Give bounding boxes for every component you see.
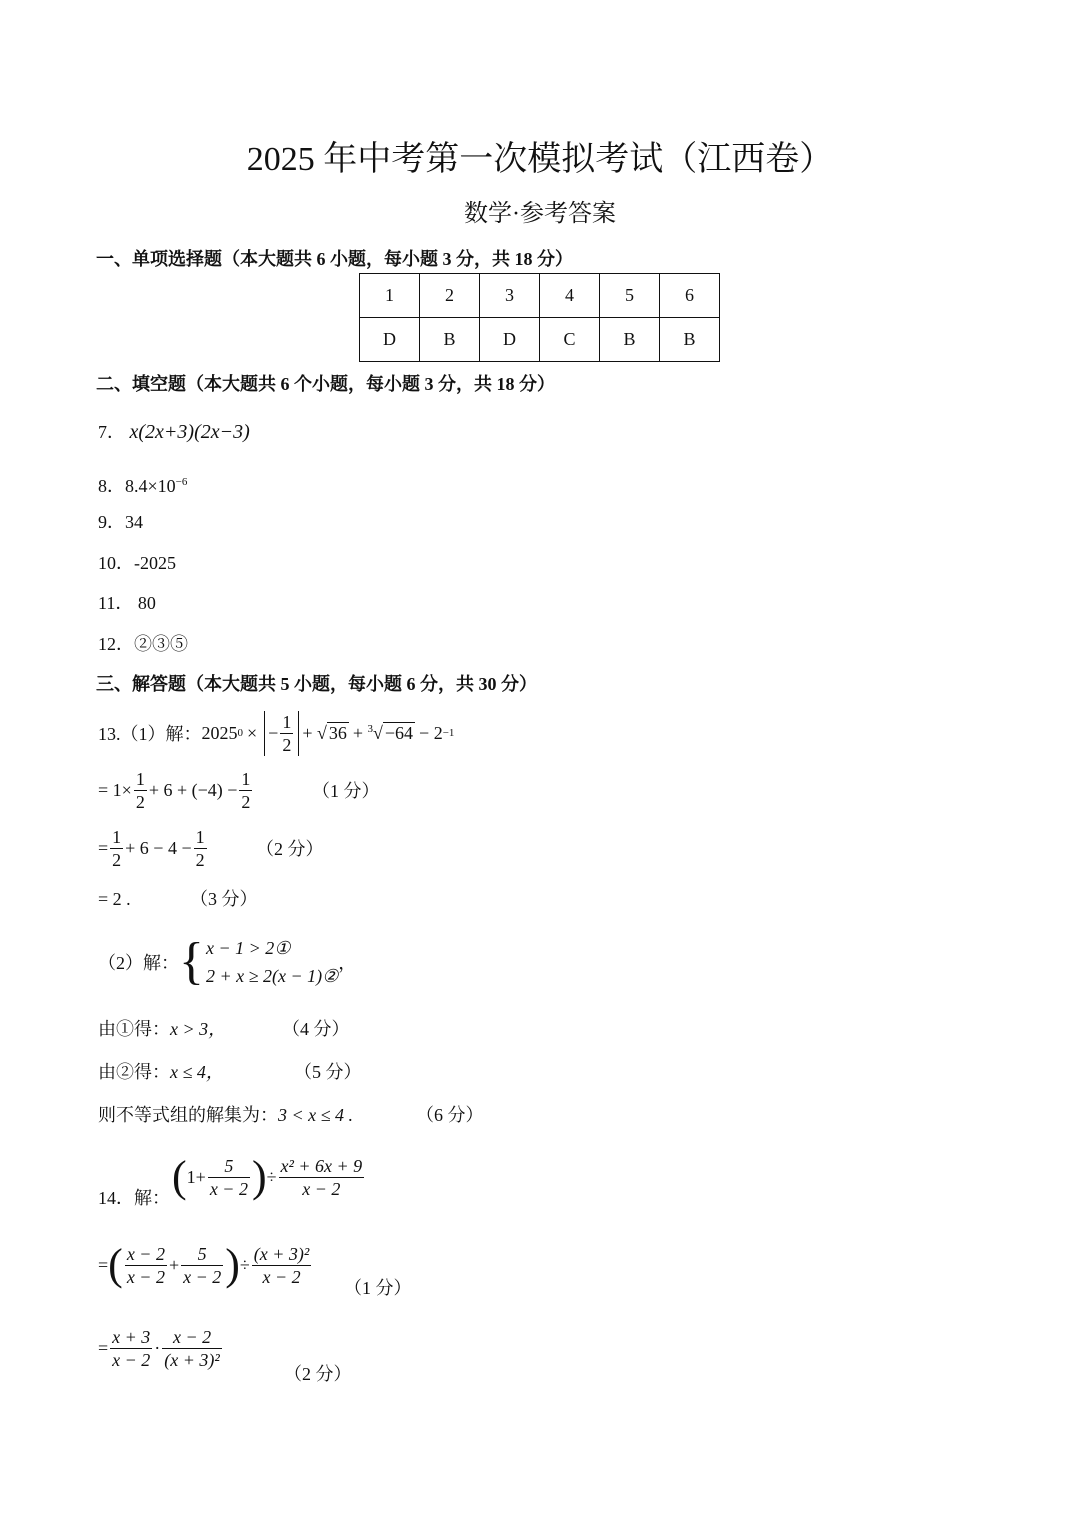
answer-q8 xyxy=(98,470,187,498)
q13-from1 xyxy=(98,1017,226,1041)
q13-step2-fraction xyxy=(110,826,123,871)
frac-den: x − 2 xyxy=(183,1266,222,1287)
q14-expression xyxy=(172,1150,366,1204)
multiply-dot: · xyxy=(154,1337,161,1358)
question-number-cell: 1 xyxy=(360,274,420,318)
q14-s2-fraction1 xyxy=(110,1326,152,1371)
q13-step2-mark: （2 分） xyxy=(256,839,324,859)
frac-den: 2 xyxy=(112,849,122,870)
section-heading-fill-text: 二、填空题（本大题共 6 个小题，每小题 3 分，共 18 分） xyxy=(96,374,555,394)
frac-num: 1 xyxy=(135,768,145,789)
q7-number: 7． xyxy=(98,422,125,442)
answer-q11: 11． 80 xyxy=(98,593,156,613)
frac-num: x² + 6x + 9 xyxy=(280,1155,363,1176)
q13-pow-base: − 2 xyxy=(419,722,443,743)
q13-step1-mark: （1 分） xyxy=(312,781,380,801)
q13-exp0: 0 xyxy=(237,727,243,739)
q13-cube-index: 3 xyxy=(367,723,373,735)
frac-den: 2 xyxy=(282,734,292,755)
q13-pow-exp: −1 xyxy=(442,727,455,739)
q13-step1-fraction xyxy=(134,768,147,813)
from1-result: x > 3， xyxy=(170,1019,227,1039)
answer-cell: D xyxy=(360,318,420,362)
frac-den: 2 xyxy=(195,849,205,870)
q14-s1-fraction1 xyxy=(125,1243,167,1288)
q13-absolute-value: − $\frac{1}{2}$ xyxy=(264,711,299,756)
frac-den: x − 2 xyxy=(126,1266,165,1287)
q14-step2: = $\frac{x + 3}{x - 2}$ · $\frac{x - 2}{\text{(x + 3)²}}$ xyxy=(98,1326,220,1370)
frac-den: x − 2 xyxy=(112,1349,151,1370)
question-number-cell: 3 xyxy=(480,274,540,318)
q13-step1-suffix: + 6 + (−4) − xyxy=(148,779,238,800)
section-heading-solve xyxy=(96,672,537,696)
frac-den: x − 2 xyxy=(262,1266,301,1287)
frac-den: x − 2 xyxy=(209,1178,248,1199)
q14-fraction1 xyxy=(208,1155,250,1200)
answer-cell: B xyxy=(420,318,480,362)
q14-step1: = ( $\frac{x - 2}{x - 2}$ + $\frac{5}{x - 2}$ ) ÷ $\frac{\text{(x + 3)²}}{x - 2}$ xyxy=(98,1240,310,1289)
q13-step2 xyxy=(98,824,209,872)
q13-base: 2025 xyxy=(201,722,238,743)
answer-table-answer-row xyxy=(360,318,720,362)
question-number-cell: 5 xyxy=(600,274,660,318)
frac-den: x − 2 xyxy=(302,1178,341,1199)
divide-sign: ÷ xyxy=(266,1166,277,1187)
q14-s1-fraction3 xyxy=(252,1243,312,1288)
answer-cell: B xyxy=(600,318,660,362)
section-heading-choice: 一、单项选择题（本大题共 6 小题，每小题 3 分，共 18 分） xyxy=(96,249,573,269)
q13-step3-mark: （3 分） xyxy=(190,889,258,909)
inequality-1: x − 1 > 2① xyxy=(205,938,291,958)
q14-fraction2 xyxy=(279,1155,365,1200)
q14-s2-fraction2 xyxy=(162,1326,222,1371)
brace-symbol: { xyxy=(179,933,204,990)
q13-step2-prefix: = xyxy=(98,837,109,858)
from2-label: 由②得： xyxy=(98,1062,170,1082)
q13-step1-fraction2 xyxy=(239,768,252,813)
frac-num: x − 2 xyxy=(126,1243,165,1264)
q13-fraction xyxy=(280,711,293,756)
frac-den: 2 xyxy=(241,791,251,812)
q13-from2 xyxy=(98,1060,224,1084)
q13-step2-mid: + 6 − 4 − xyxy=(125,837,192,858)
frac-num: x + 3 xyxy=(112,1326,151,1347)
solution-label: 则不等式组的解集为： xyxy=(98,1105,278,1125)
q13-solution xyxy=(98,1103,353,1127)
q13-step1 xyxy=(98,766,254,814)
answer-cell: C xyxy=(540,318,600,362)
answer-q10: 10．-2025 xyxy=(98,553,176,573)
q8-text: 8．8.4×10 xyxy=(98,476,176,496)
question-number-cell: 4 xyxy=(540,274,600,318)
frac-num: (x + 3)² xyxy=(253,1243,310,1264)
paren-open: ( xyxy=(108,1240,123,1289)
section-heading-solve-text: 三、解答题（本大题共 5 小题，每小题 6 分，共 30 分） xyxy=(96,674,537,694)
paren-close: ) xyxy=(225,1240,240,1289)
answer-cell: B xyxy=(660,318,720,362)
inequality-2: 2 + x ≥ 2(x − 1)② xyxy=(205,966,339,986)
paren-close: ) xyxy=(251,1152,267,1201)
frac-den: (x + 3)² xyxy=(164,1349,220,1370)
frac-num: 1 xyxy=(195,826,205,847)
page-title: 2025 年中考第一次模拟考试（江西卷） xyxy=(246,141,834,178)
q13-step1-prefix: = 1× xyxy=(98,779,132,800)
q14-label: 14．解： xyxy=(98,1188,170,1208)
section-heading-fill xyxy=(96,372,555,396)
frac-num: 5 xyxy=(181,1243,223,1266)
inequality-comma: ， xyxy=(338,953,357,973)
inequality-system xyxy=(206,934,338,990)
page-subtitle: 数学·参考答案 xyxy=(464,201,616,227)
answer-q9: 9．34 xyxy=(98,512,143,532)
frac-num: 1 xyxy=(282,711,292,732)
frac-num: 5 xyxy=(208,1155,250,1178)
frac-num: 1 xyxy=(112,826,122,847)
question-number-cell: 6 xyxy=(660,274,720,318)
q13-label: 13.（1）解： xyxy=(98,724,202,744)
from2-result: x ≤ 4， xyxy=(170,1062,224,1082)
solution-result: 3 < x ≤ 4 . xyxy=(278,1105,354,1125)
q13-expression: 13.（1）解： 2025 0 × − $\frac{1}{2}$ + √ 36 + $^3$√ −64 − 2 −1 xyxy=(98,711,455,755)
q13-step2-fraction2 xyxy=(194,826,207,871)
question-number-cell: 2 xyxy=(420,274,480,318)
q13-step3: = 2 . xyxy=(98,889,131,909)
q14-step1-mark: （1 分） xyxy=(344,1278,412,1298)
paren-open: ( xyxy=(172,1152,187,1201)
q7-answer: x(2x+3)(2x−3) xyxy=(129,421,250,443)
answer-table-number-row xyxy=(360,274,720,318)
q13-part2-label: （2）解： xyxy=(98,953,179,973)
q14-step2-mark: （2 分） xyxy=(284,1364,352,1384)
answer-cell: D xyxy=(480,318,540,362)
q8-exponent: −6 xyxy=(175,476,188,488)
answer-q7 xyxy=(98,420,250,444)
answer-table xyxy=(359,273,720,362)
from1-label: 由①得： xyxy=(98,1019,170,1039)
q13-from1-mark: （4 分） xyxy=(282,1019,350,1039)
q13-cube-value: −64 xyxy=(384,723,414,743)
frac-num: 1 xyxy=(241,768,251,789)
q13-from2-mark: （5 分） xyxy=(294,1062,362,1082)
answer-q12: 12．②③⑤ xyxy=(98,634,188,654)
q13-part2 xyxy=(98,932,356,992)
q13-solution-mark: （6 分） xyxy=(416,1105,484,1125)
q13-times: × xyxy=(247,722,258,743)
one-plus: 1+ xyxy=(186,1166,206,1187)
frac-num: x − 2 xyxy=(162,1326,222,1349)
q14-s1-fraction2 xyxy=(181,1243,223,1288)
divide-sign: ÷ xyxy=(239,1254,250,1275)
q13-sqrt36: 36 xyxy=(328,723,347,743)
frac-den: 2 xyxy=(135,791,145,812)
